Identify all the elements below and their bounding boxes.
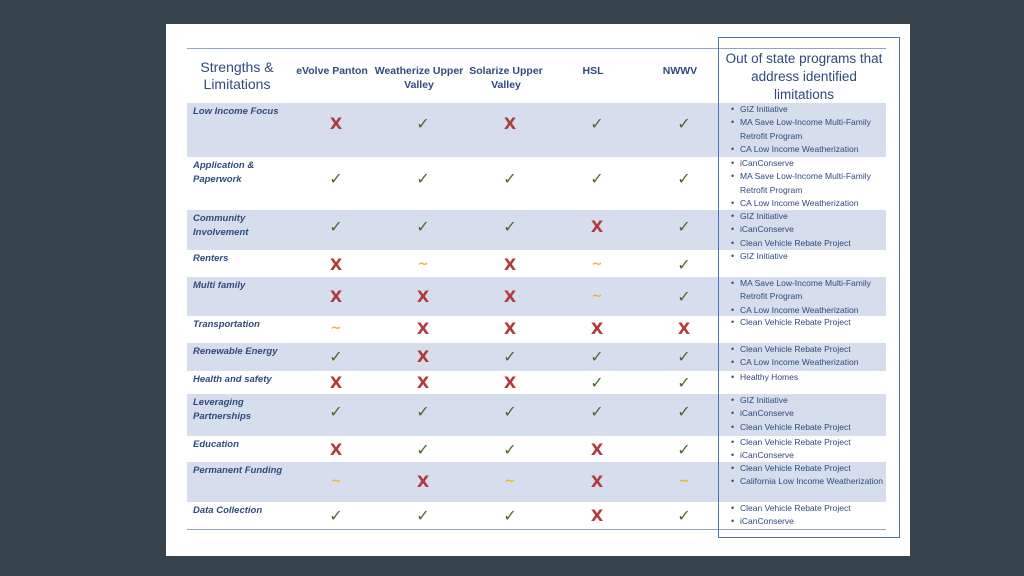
program-list-item: • Clean Vehicle Rebate Project [727, 462, 890, 475]
check-mark-icon: ✓ [503, 506, 517, 525]
tilde-partial-icon: ~ [330, 321, 342, 336]
row-label: Education [193, 439, 239, 450]
tilde-partial-icon: ~ [417, 257, 429, 272]
slide [166, 24, 910, 556]
check-mark-icon: ✓ [677, 169, 691, 188]
check-mark-icon: ✓ [677, 114, 691, 133]
out-of-state-highlight-box [718, 37, 900, 538]
check-mark-icon: ✓ [677, 402, 691, 421]
header-hsl: HSL [582, 65, 604, 77]
tilde-partial-icon: ~ [504, 474, 516, 489]
check-mark-icon: ✓ [503, 217, 517, 236]
check-mark-icon: ✓ [329, 347, 343, 366]
check-mark-icon: ✓ [677, 373, 691, 392]
program-list-item: • Clean Vehicle Rebate Project [727, 343, 890, 356]
program-list-item: • Healthy Homes [727, 371, 890, 384]
check-mark-icon: ✓ [590, 347, 604, 366]
check-mark-icon: ✓ [677, 255, 691, 274]
row-label: Low Income Focus [193, 106, 279, 117]
x-mark-icon: X [677, 319, 691, 338]
check-mark-icon: ✓ [590, 114, 604, 133]
check-mark-icon: ✓ [677, 287, 691, 306]
program-list-item: • CA Low Income Weatherization [727, 143, 890, 156]
x-mark-icon: X [329, 287, 343, 306]
row-label: Permanent Funding [193, 465, 283, 476]
row-label: Leveraging Partnerships [193, 397, 252, 422]
program-list-item: • CA Low Income Weatherization [727, 304, 890, 317]
program-list-item: • Clean Vehicle Rebate Project [727, 502, 890, 515]
x-mark-icon: X [503, 373, 517, 392]
x-mark-icon: X [329, 114, 343, 133]
x-mark-icon: X [590, 440, 604, 459]
check-mark-icon: ✓ [503, 347, 517, 366]
program-list-item: • Clean Vehicle Rebate Project [727, 237, 890, 250]
row-label: Data Collection [193, 505, 263, 516]
header-solarize-upper-valley: Solarize Upper Valley [469, 65, 543, 91]
program-list-item: • Clean Vehicle Rebate Project [727, 316, 890, 329]
check-mark-icon: ✓ [590, 402, 604, 421]
check-mark-icon: ✓ [416, 114, 430, 133]
check-mark-icon: ✓ [416, 402, 430, 421]
check-mark-icon: ✓ [677, 347, 691, 366]
check-mark-icon: ✓ [677, 440, 691, 459]
program-list-item: • Clean Vehicle Rebate Project [727, 436, 890, 449]
program-list-item: • GIZ Initiative [727, 103, 890, 116]
row-label: Multi family [193, 280, 246, 291]
check-mark-icon: ✓ [503, 169, 517, 188]
tilde-partial-icon: ~ [591, 289, 603, 304]
check-mark-icon: ✓ [503, 440, 517, 459]
row-label: Application & Paperwork [193, 160, 255, 185]
check-mark-icon: ✓ [416, 440, 430, 459]
program-list-item: • GIZ Initiative [727, 210, 890, 223]
check-mark-icon: ✓ [590, 373, 604, 392]
check-mark-icon: ✓ [329, 506, 343, 525]
x-mark-icon: X [329, 255, 343, 274]
row-label: Transportation [193, 319, 260, 330]
program-list-item: • CA Low Income Weatherization [727, 356, 890, 369]
check-mark-icon: ✓ [590, 169, 604, 188]
check-mark-icon: ✓ [329, 217, 343, 236]
program-list-item: • iCanConserve [727, 449, 890, 462]
check-mark-icon: ✓ [677, 506, 691, 525]
x-mark-icon: X [503, 287, 517, 306]
x-mark-icon: X [503, 255, 517, 274]
program-list-item: • California Low Income Weatherization [727, 475, 890, 488]
header-nwwv: NWWV [662, 65, 698, 77]
check-mark-icon: ✓ [416, 506, 430, 525]
x-mark-icon: X [590, 472, 604, 491]
x-mark-icon: X [416, 319, 430, 338]
row-label: Renewable Energy [193, 346, 278, 357]
x-mark-icon: X [503, 319, 517, 338]
row-label: Renters [193, 253, 229, 264]
program-list-item: • Clean Vehicle Rebate Project [727, 421, 890, 434]
check-mark-icon: ✓ [416, 169, 430, 188]
check-mark-icon: ✓ [329, 169, 343, 188]
program-list-item: • GIZ Initiative [727, 394, 890, 407]
program-list-item: • MA Save Low-Income Multi-Family Retrofit Program [727, 116, 890, 143]
tilde-partial-icon: ~ [330, 474, 342, 489]
program-list-item: • iCanConserve [727, 157, 890, 170]
x-mark-icon: X [329, 373, 343, 392]
row-label: Health and safety [193, 374, 272, 385]
program-list-item: • GIZ Initiative [727, 250, 890, 263]
program-list-item: • iCanConserve [727, 515, 890, 528]
x-mark-icon: X [416, 472, 430, 491]
x-mark-icon: X [503, 114, 517, 133]
check-mark-icon: ✓ [677, 217, 691, 236]
header-weatherize-upper-valley: Weatherize Upper Valley [374, 65, 464, 91]
x-mark-icon: X [416, 373, 430, 392]
x-mark-icon: X [590, 506, 604, 525]
x-mark-icon: X [416, 347, 430, 366]
program-list-item: • MA Save Low-Income Multi-Family Retrofit Program [727, 277, 890, 304]
check-mark-icon: ✓ [329, 402, 343, 421]
program-list-item: • iCanConserve [727, 407, 890, 420]
check-mark-icon: ✓ [503, 402, 517, 421]
program-list-item: • MA Save Low-Income Multi-Family Retrofit Program [727, 170, 890, 197]
header-out-of-state-programs: Out of state programs that address identified limitations [725, 51, 883, 102]
x-mark-icon: X [590, 319, 604, 338]
program-list-item: • iCanConserve [727, 223, 890, 236]
row-label: Community Involvement [193, 213, 249, 238]
tilde-partial-icon: ~ [591, 257, 603, 272]
program-list-item: • CA Low Income Weatherization [727, 197, 890, 210]
x-mark-icon: X [416, 287, 430, 306]
check-mark-icon: ✓ [416, 217, 430, 236]
header-strengths-limitations: Strengths & Limitations [200, 59, 274, 92]
tilde-partial-icon: ~ [678, 474, 690, 489]
header-evolve-panton: eVolve Panton [296, 65, 368, 77]
x-mark-icon: X [329, 440, 343, 459]
x-mark-icon: X [590, 217, 604, 236]
